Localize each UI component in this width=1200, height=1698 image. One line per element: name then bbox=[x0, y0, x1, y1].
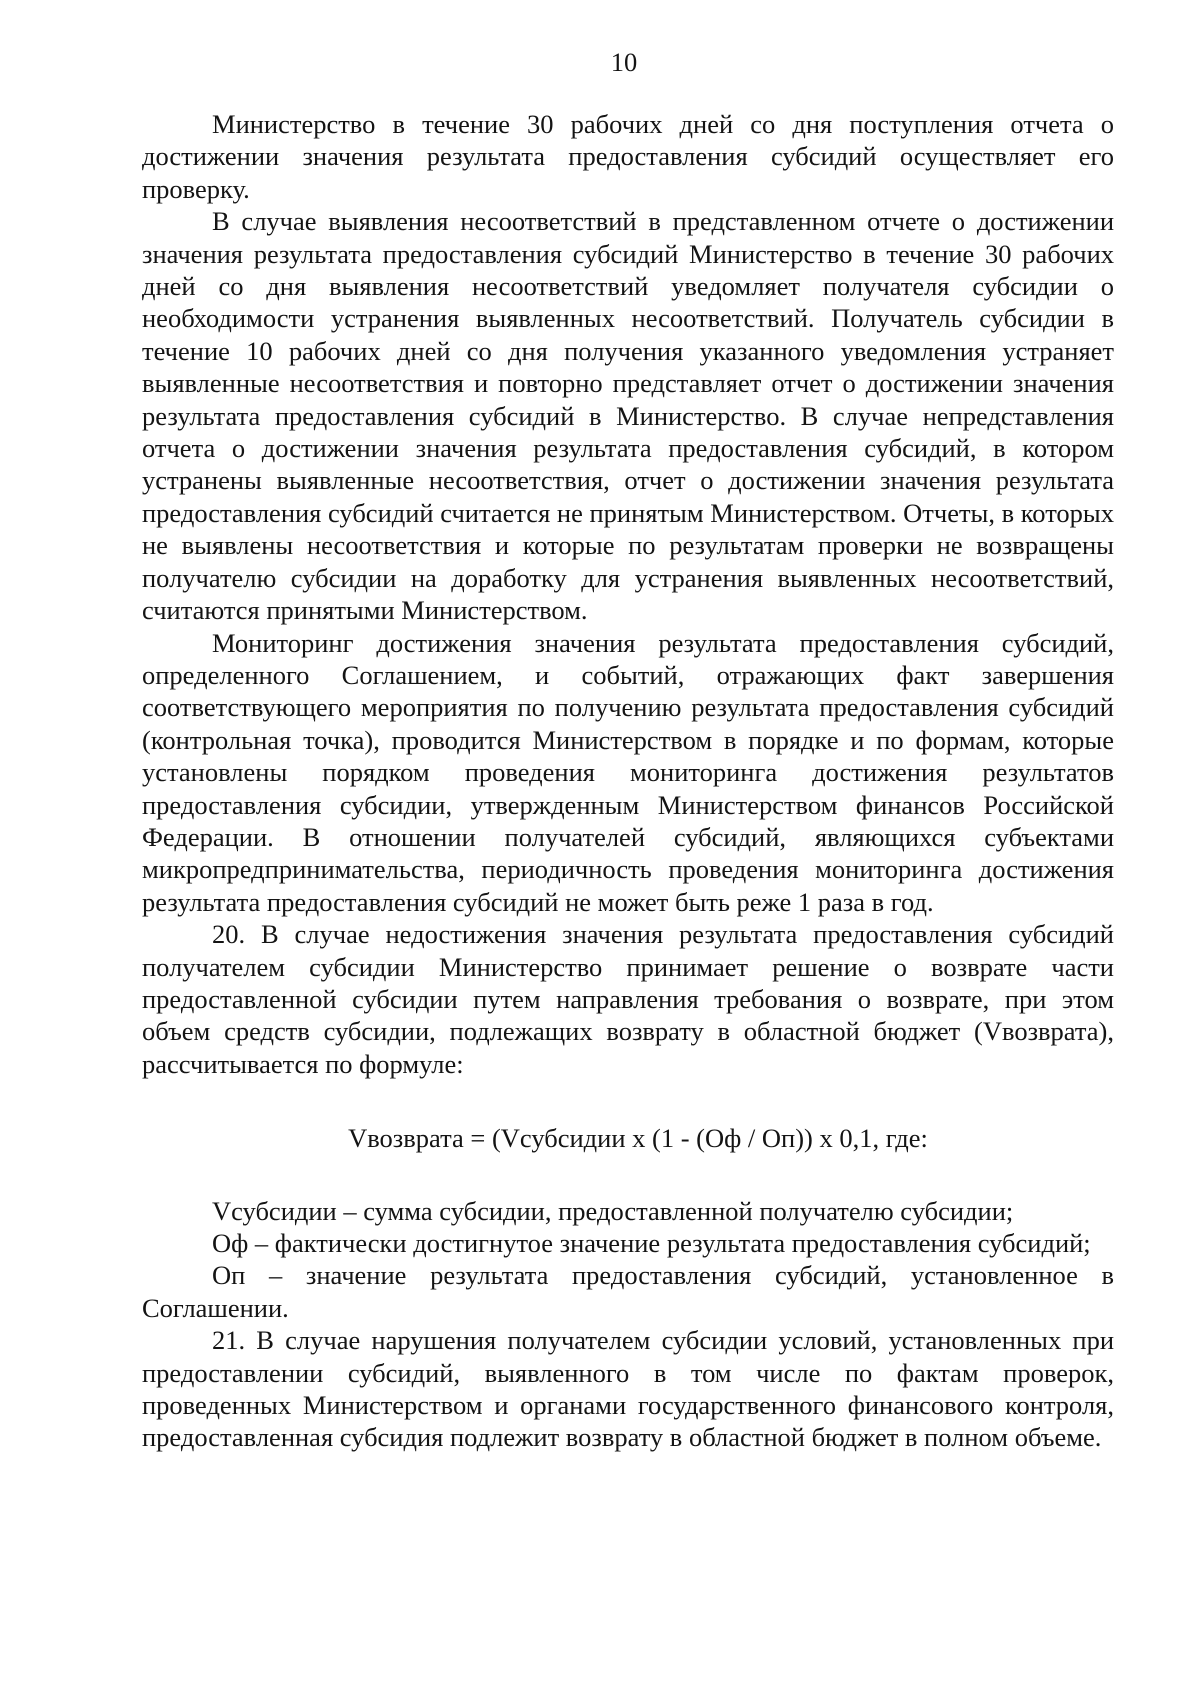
definition-vsubsidy: Vсубсидии – сумма субсидии, предоставленной получателю субсидии; bbox=[212, 1195, 1014, 1226]
formula-definitions bbox=[142, 1195, 1114, 1325]
paragraph-clause-21: 21. В случае нарушения получателем субсидии условий, установленных при предоставлении субсидий, выявленного в том числе по фактам проверок, проведенных Министерством и органами государственного финансового контроля, предоставленная субсидия подлежит возврату в областной бюджет в полном объеме. bbox=[142, 1325, 1114, 1453]
refund-formula: Vвозврата = (Vсубсидии x (1 - (Оф / Оп)) x 0,1, где: bbox=[348, 1123, 928, 1154]
paragraph-monitoring: Мониторинг достижения значения результата предоставления субсидий, определенного Соглашением, и событий, отражающих факт завершения соответствующего мероприятия по получению результата предоставления субсидий (контрольная точка), проводится Министерством в порядке и по формам, которые установлены порядком проведения мониторинга достижения результатов предоставления субсидии, утвержденным Министерством финансов Российской Федерации. В отношении получателей субсидий, являющихся субъектами микропредпринимательства, периодичность проведения мониторинга достижения результата предоставления субсидий не может быть реже 1 раза в год. bbox=[142, 627, 1114, 917]
document-body bbox=[142, 108, 1114, 1454]
paragraph-clause-20: 20. В случае недостижения значения результата предоставления субсидий получателем субсидии Министерство принимает решение о возврате части предоставленной субсидии путем направления требования о возврате, при этом объем средств субсидии, подлежащих возврату в областной бюджет (Vвозврата), рассчитывается по формуле: bbox=[142, 919, 1114, 1079]
paragraph-discrepancies: В случае выявления несоответствий в представленном отчете о достижении значения результата предоставления субсидий Министерство в течение 30 рабочих дней со дня выявления несоответствий уведомляет получателя субсидии о необходимости устранения выявленных несоответствий. Получатель субсидии в течение 10 рабочих дней со дня получения указанного уведомления устраняет выявленные несоответствия и повторно представляет отчет о достижении значения результата предоставления субсидий в Министерство. В случае непредставления отчета о достижении значения результата предоставления субсидий, в котором устранены выявленные несоответствия, отчет о достижении значения результата предоставления субсидий считается не принятым Министерством. Отчеты, в которых не выявлены несоответствия и которые по результатам проверки не возвращены получателю субсидии на доработку для устранения выявленных несоответствий, считаются принятыми Министерством. bbox=[142, 206, 1114, 626]
definition-op: Оп – значение результата предоставления субсидий, установленное в Соглашении. bbox=[142, 1260, 1114, 1323]
page-number: 10 bbox=[610, 47, 638, 77]
paragraph-report-review: Министерство в течение 30 рабочих дней со дня поступления отчета о достижении значения результата предоставления субсидий осуществляет его проверку. bbox=[142, 109, 1114, 204]
definition-of: Оф – фактически достигнутое значение результата предоставления субсидий; bbox=[212, 1228, 1091, 1258]
